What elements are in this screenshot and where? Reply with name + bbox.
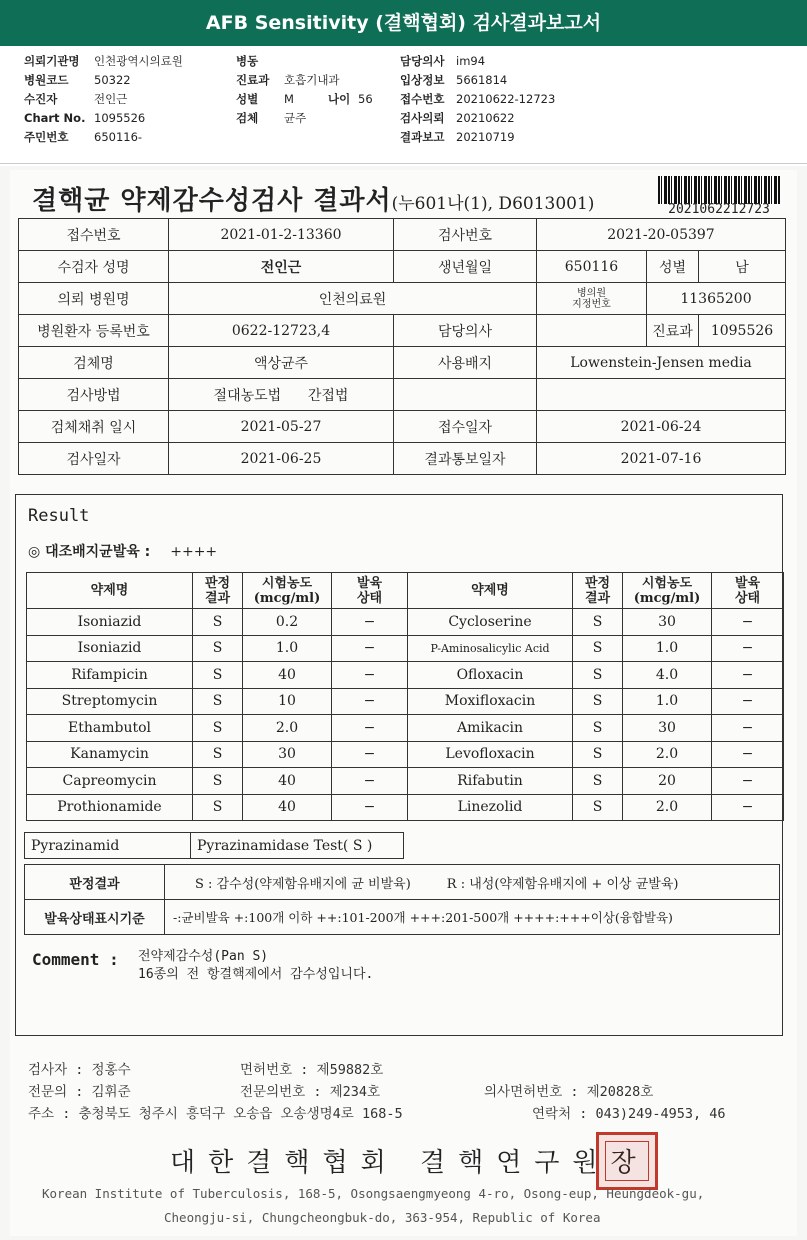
info-label: 성별 bbox=[647, 251, 699, 283]
judge-r-text: R : 내성(약제함유배지에 + 이상 균발육) bbox=[446, 876, 679, 892]
barcode-image bbox=[658, 176, 780, 204]
col-header-judge: 판정 결과 bbox=[193, 573, 243, 609]
age-label: 나이 bbox=[328, 92, 351, 106]
drug-name: Rifabutin bbox=[408, 768, 573, 795]
drug-sensitivity-table bbox=[26, 572, 784, 821]
test-conc: 2.0 bbox=[243, 715, 332, 742]
doctor-license: 의사면허번호 : 제20828호 bbox=[484, 1084, 654, 1100]
drug-name: Streptomycin bbox=[27, 688, 193, 715]
info-label: 결과통보일자 bbox=[394, 443, 537, 475]
drug-name: P-Aminosalicylic Acid bbox=[408, 635, 573, 662]
address: 주소 : 충청북도 청주시 흥덕구 오송읍 오송생명4로 168-5 bbox=[28, 1106, 403, 1122]
growth-status: − bbox=[332, 794, 408, 821]
dept-value: 1095526 bbox=[699, 315, 786, 347]
header-value: M bbox=[284, 92, 294, 106]
pyrazinamide-table bbox=[24, 832, 404, 859]
header-label: 검체 bbox=[236, 111, 259, 125]
table-row bbox=[27, 635, 784, 662]
drug-name: Isoniazid bbox=[27, 635, 193, 662]
info-label: 의뢰 병원명 bbox=[19, 283, 169, 315]
comment-line: 16종의 전 항결핵제에서 감수성입니다. bbox=[138, 967, 374, 982]
info-label: 검체명 bbox=[19, 347, 169, 379]
table-row bbox=[27, 768, 784, 795]
header-value: 전인근 bbox=[94, 92, 128, 106]
col-header-growth: 발육 상태 bbox=[332, 573, 408, 609]
growth-legend-label: 발육상태표시기준 bbox=[25, 900, 165, 935]
medium-value: Lowenstein-Jensen media bbox=[537, 347, 786, 379]
judge-result: S bbox=[573, 609, 623, 636]
result-heading: Result bbox=[28, 506, 90, 526]
judge-result: S bbox=[193, 768, 243, 795]
judge-s-text: S : 감수성(약제함유배지에 균 비발육) bbox=[195, 876, 411, 892]
growth-status: − bbox=[712, 741, 784, 768]
col-header-conc: 시험농도 (mcg/ml) bbox=[623, 573, 712, 609]
header-column-2 bbox=[236, 52, 373, 128]
growth-status: − bbox=[712, 768, 784, 795]
info-label: 검사일자 bbox=[19, 443, 169, 475]
header-value: 균주 bbox=[284, 111, 307, 125]
table-row bbox=[27, 662, 784, 689]
pyz-label: Pyrazinamid bbox=[25, 833, 191, 859]
test-conc: 1.0 bbox=[243, 635, 332, 662]
growth-status: − bbox=[332, 662, 408, 689]
drug-name: Isoniazid bbox=[27, 609, 193, 636]
header-value: im94 bbox=[456, 54, 486, 68]
collect-date-value: 2021-05-27 bbox=[169, 411, 394, 443]
judge-result: S bbox=[573, 715, 623, 742]
header-column-3 bbox=[400, 52, 555, 147]
growth-status: − bbox=[712, 715, 784, 742]
sex-value: 남 bbox=[699, 251, 786, 283]
test-conc: 4.0 bbox=[623, 662, 712, 689]
header-label: 주민번호 bbox=[24, 130, 69, 144]
legend-table bbox=[24, 864, 780, 935]
organization-name: 대한결핵협회 결핵연구원장 bbox=[170, 1148, 649, 1178]
drug-name: Ethambutol bbox=[27, 715, 193, 742]
patient-info-table bbox=[18, 218, 786, 475]
comment-line: 전약제감수성(Pan S) bbox=[138, 949, 269, 964]
drug-name: Levofloxacin bbox=[408, 741, 573, 768]
header-label: 성별 bbox=[236, 92, 259, 106]
hosp-code-value: 11365200 bbox=[647, 283, 786, 315]
pyz-value: Pyrazinamidase Test( S ) bbox=[191, 833, 404, 859]
header-label: 병원코드 bbox=[24, 73, 69, 87]
method-2: 간접법 bbox=[307, 387, 349, 404]
info-label: 수검자 성명 bbox=[19, 251, 169, 283]
growth-status: − bbox=[712, 635, 784, 662]
contact: 연락처 : 043)249-4953, 46 bbox=[532, 1106, 726, 1122]
notify-date-value: 2021-07-16 bbox=[537, 443, 786, 475]
judge-legend-label: 판정결과 bbox=[25, 865, 165, 900]
judge-result: S bbox=[573, 688, 623, 715]
test-conc: 30 bbox=[623, 715, 712, 742]
test-conc: 40 bbox=[243, 662, 332, 689]
control-label: ◎ 대조배지균발육 : bbox=[28, 544, 151, 560]
comment-text bbox=[138, 948, 373, 984]
judge-result: S bbox=[573, 768, 623, 795]
header-column-1 bbox=[24, 52, 183, 147]
specialist-name: 전문의 : 김휘준 bbox=[28, 1084, 131, 1100]
info-label: 병원환자 등록번호 bbox=[19, 315, 169, 347]
judge-result: S bbox=[193, 609, 243, 636]
official-seal-icon bbox=[596, 1132, 658, 1190]
english-address-2: Cheongju-si, Chungcheongbuk-do, 363-954, Republic of Korea bbox=[164, 1210, 601, 1225]
test-conc: 1.0 bbox=[623, 635, 712, 662]
judge-result: S bbox=[573, 741, 623, 768]
hospital-value: 인천의료원 bbox=[169, 283, 537, 315]
specimen-value: 액상균주 bbox=[169, 347, 394, 379]
info-label: 접수번호 bbox=[19, 219, 169, 251]
judge-result: S bbox=[573, 662, 623, 689]
growth-status: − bbox=[712, 662, 784, 689]
drug-name: Ofloxacin bbox=[408, 662, 573, 689]
header-label: 의뢰기관명 bbox=[24, 54, 80, 68]
judge-result: S bbox=[573, 794, 623, 821]
table-row bbox=[27, 741, 784, 768]
test-conc: 30 bbox=[243, 741, 332, 768]
table-row bbox=[27, 715, 784, 742]
info-label: 진료과 bbox=[647, 315, 699, 347]
judge-result: S bbox=[193, 635, 243, 662]
drug-name: Kanamycin bbox=[27, 741, 193, 768]
empty-cell bbox=[394, 379, 537, 411]
growth-status: − bbox=[712, 794, 784, 821]
header-value: 20210622 bbox=[456, 111, 515, 125]
control-value: ++++ bbox=[170, 544, 218, 560]
header-value: 20210622-12723 bbox=[456, 92, 556, 106]
growth-status: − bbox=[332, 715, 408, 742]
test-conc: 40 bbox=[243, 768, 332, 795]
barcode-number: 2021062212723 bbox=[668, 202, 770, 217]
header-label: 입상정보 bbox=[400, 73, 445, 87]
col-header-growth: 발육 상태 bbox=[712, 573, 784, 609]
header-label: 병동 bbox=[236, 54, 259, 68]
document-subtitle: (누601나(1), D6013001) bbox=[391, 194, 595, 214]
specialist-number: 전문의번호 : 제234호 bbox=[240, 1084, 381, 1100]
header-value: 650116- bbox=[94, 130, 143, 144]
test-conc: 2.0 bbox=[623, 741, 712, 768]
judge-result: S bbox=[193, 662, 243, 689]
header-label: 결과보고 bbox=[400, 130, 445, 144]
doctor-value bbox=[537, 315, 647, 347]
tester-name: 검사자 : 정홍수 bbox=[28, 1062, 131, 1078]
report-header-panel bbox=[0, 46, 807, 164]
test-no-value: 2021-20-05397 bbox=[537, 219, 786, 251]
document-title bbox=[32, 180, 594, 217]
patient-reg-value: 0622-12723,4 bbox=[169, 315, 394, 347]
table-row bbox=[27, 609, 784, 636]
info-label: 병의원 지정번호 bbox=[537, 283, 647, 315]
header-value: 인천광역시의료원 bbox=[94, 54, 183, 68]
header-label: 담당의사 bbox=[400, 54, 445, 68]
header-label: 접수번호 bbox=[400, 92, 445, 106]
info-label: 검사방법 bbox=[19, 379, 169, 411]
result-sheet bbox=[10, 170, 797, 1236]
test-date-value: 2021-06-25 bbox=[169, 443, 394, 475]
growth-status: − bbox=[332, 635, 408, 662]
test-conc: 20 bbox=[623, 768, 712, 795]
col-header-drug: 약제명 bbox=[27, 573, 193, 609]
test-conc: 2.0 bbox=[623, 794, 712, 821]
drug-name: Rifampicin bbox=[27, 662, 193, 689]
scanned-document-area[interactable] bbox=[0, 166, 807, 1240]
test-conc: 1.0 bbox=[623, 688, 712, 715]
growth-legend-text: -:균비발육 +:100개 이하 ++:101-200개 +++:201-500개 ++++:+++이상(융합발육) bbox=[165, 900, 780, 935]
col-header-judge: 판정 결과 bbox=[573, 573, 623, 609]
growth-status: − bbox=[332, 768, 408, 795]
judge-result: S bbox=[193, 688, 243, 715]
drug-name: Amikacin bbox=[408, 715, 573, 742]
dob-value: 650116 bbox=[537, 251, 647, 283]
drug-name: Linezolid bbox=[408, 794, 573, 821]
info-label: 접수일자 bbox=[394, 411, 537, 443]
col-header-conc: 시험농도 (mcg/ml) bbox=[243, 573, 332, 609]
header-label: 수진자 bbox=[24, 92, 58, 106]
drug-name: Cycloserine bbox=[408, 609, 573, 636]
judge-result: S bbox=[193, 715, 243, 742]
drug-name: Moxifloxacin bbox=[408, 688, 573, 715]
header-label: 진료과 bbox=[236, 73, 270, 87]
tester-license: 면허번호 : 제59882호 bbox=[240, 1062, 384, 1078]
growth-status: − bbox=[332, 688, 408, 715]
method-1: 절대농도법 bbox=[213, 387, 282, 404]
header-value: 5661814 bbox=[456, 73, 508, 87]
method-value bbox=[169, 379, 394, 411]
test-conc: 40 bbox=[243, 794, 332, 821]
age-value: 56 bbox=[358, 92, 373, 106]
english-address-1: Korean Institute of Tuberculosis, 168-5, Osongsaengmyeong 4-ro, Osong-eup, Heungdeok-gu, bbox=[42, 1186, 705, 1201]
growth-status: − bbox=[712, 609, 784, 636]
table-row bbox=[27, 794, 784, 821]
info-label: 검사번호 bbox=[394, 219, 537, 251]
judge-result: S bbox=[573, 635, 623, 662]
header-value: 20210719 bbox=[456, 130, 515, 144]
receive-date-value: 2021-06-24 bbox=[537, 411, 786, 443]
info-label: 검체채취 일시 bbox=[19, 411, 169, 443]
comment-label: Comment : bbox=[32, 950, 119, 969]
test-conc: 10 bbox=[243, 688, 332, 715]
drug-name: Capreomycin bbox=[27, 768, 193, 795]
header-label: Chart No. bbox=[24, 111, 86, 125]
judge-result: S bbox=[193, 794, 243, 821]
header-label: 검사의뢰 bbox=[400, 111, 445, 125]
test-conc: 30 bbox=[623, 609, 712, 636]
control-growth bbox=[28, 541, 217, 561]
patient-name-value: 전인근 bbox=[169, 251, 394, 283]
judge-legend-text bbox=[165, 865, 780, 900]
growth-status: − bbox=[712, 688, 784, 715]
header-value: 50322 bbox=[94, 73, 131, 87]
document-title-text: 결핵균 약제감수성검사 결과서 bbox=[32, 186, 392, 216]
reg-no-value: 2021-01-2-13360 bbox=[169, 219, 394, 251]
info-label: 생년월일 bbox=[394, 251, 537, 283]
report-banner-title: AFB Sensitivity (결핵협회) 검사결과보고서 bbox=[0, 0, 807, 46]
judge-result: S bbox=[193, 741, 243, 768]
table-row bbox=[27, 688, 784, 715]
header-value: 호흡기내과 bbox=[284, 73, 340, 87]
growth-status: − bbox=[332, 741, 408, 768]
header-value: 1095526 bbox=[94, 111, 146, 125]
info-label: 사용배지 bbox=[394, 347, 537, 379]
col-header-drug: 약제명 bbox=[408, 573, 573, 609]
test-conc: 0.2 bbox=[243, 609, 332, 636]
info-label: 담당의사 bbox=[394, 315, 537, 347]
growth-status: − bbox=[332, 609, 408, 636]
empty-cell bbox=[537, 379, 786, 411]
drug-name: Prothionamide bbox=[27, 794, 193, 821]
